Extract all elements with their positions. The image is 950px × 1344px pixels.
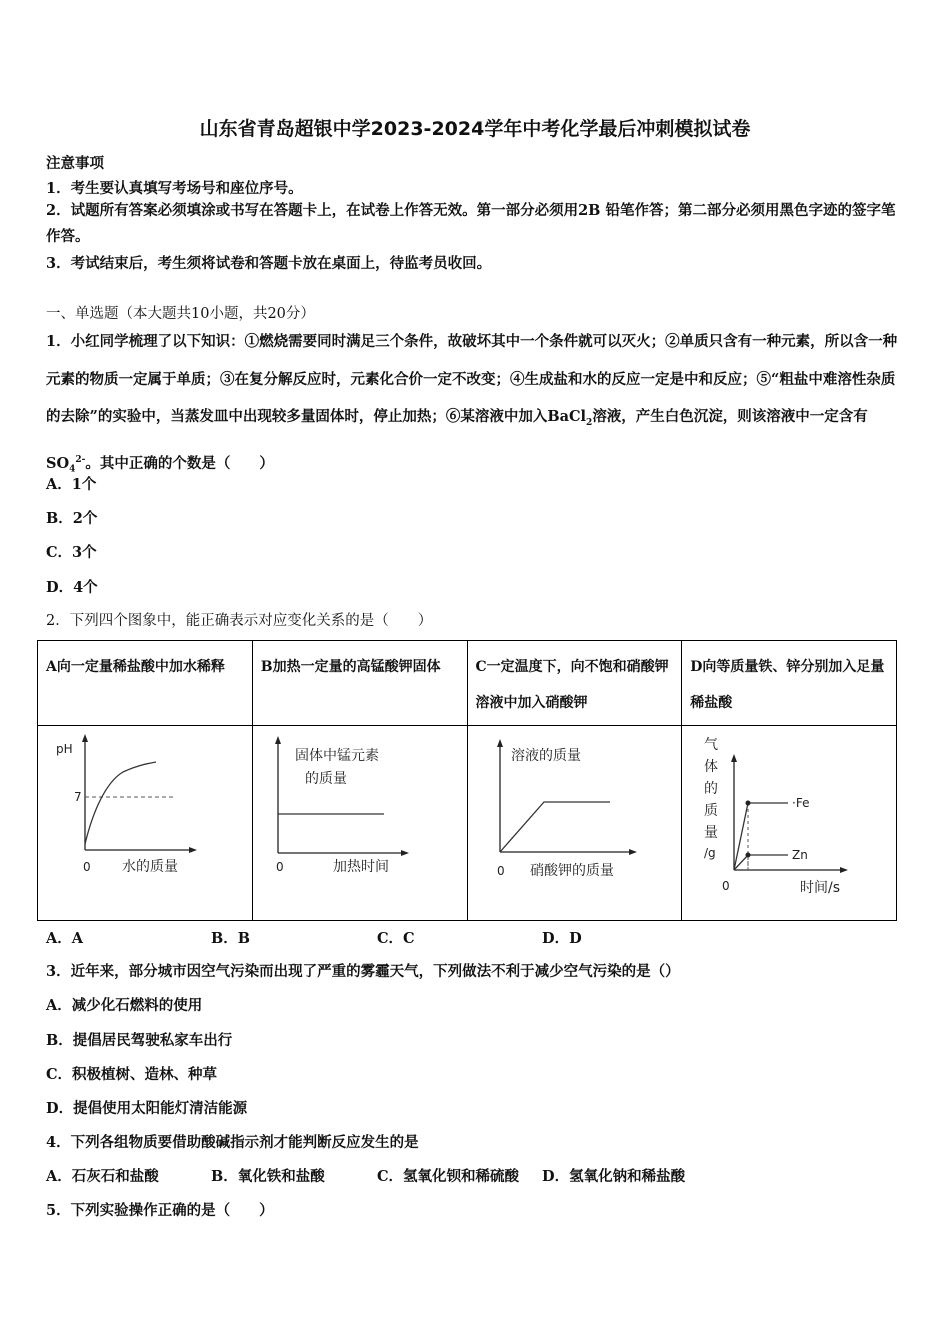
question-3-option-c: C．积极植树、造林、种草 (46, 1066, 218, 1083)
chart-c-cell (467, 726, 682, 921)
chart-b-cell (252, 726, 467, 921)
chart-a-curve (85, 762, 156, 844)
chart-d-fe-line (734, 803, 788, 870)
chart-c-graph (468, 726, 682, 920)
chart-a-y-arrow (82, 734, 88, 742)
chart-b-origin: 0 (275, 860, 284, 874)
chart-d-zn-label: Zn (792, 848, 809, 862)
chart-a-graph (38, 726, 252, 920)
chart-c-origin: 0 (496, 864, 505, 878)
chart-c-series-line (500, 802, 610, 852)
chart-b-x-label: 加热时间 (332, 859, 389, 875)
chart-d-fe-label: ·Fe (792, 796, 810, 810)
chart-a-x-label: 水的质量 (122, 859, 178, 875)
question-1-charge: 2- (75, 455, 86, 466)
question-1-subscript-4: 4 (69, 465, 76, 476)
chart-c-y-arrow (497, 739, 503, 747)
notice-item-1: 1．考生要认真填写考场号和座位序号。 (46, 180, 303, 197)
question-1-option-d: D．4个 (46, 579, 98, 596)
section-heading: 一、单选题（本大题共10小题，共20分） (46, 306, 315, 322)
question-1-part-a: 1．小红同学梳理了以下知识：①燃烧需要同时满足三个条件，故破坏其中一个条件就可以灭火；②单质只含有一种元素，所以含一种元素的物质一定属于单质；③在复分解反应时，元素化合价一定不改变；④生成盐和水的反应一定是中和反应；⑤“粗盐中难溶性杂质的去除”的实验中，当蒸发皿中出现较多量固体时，停止加热；⑥某溶液中加入BaCl (46, 333, 898, 425)
question-3-text: 3．近年来，部分城市因空气污染而出现了严重的雾霾天气，下列做法不利于减少空气污染的是（） (46, 963, 680, 980)
chart-b-y-label-1: 固体中锰元素 (294, 748, 379, 764)
chart-b-graph (253, 726, 467, 920)
chart-d-fe-point (746, 801, 751, 806)
question-3-option-a: A．减少化石燃料的使用 (46, 997, 203, 1014)
chart-d-y-char-6: /g (704, 846, 716, 860)
chart-c-x-label: 硝酸钾的质量 (529, 863, 614, 879)
chart-b-y-label-2: 的质量 (304, 771, 347, 787)
question-1-part-c: 。其中正确的个数是（ ） (85, 455, 274, 473)
chart-d-zn-line (734, 855, 788, 870)
question-2-text: 2．下列四个图象中，能正确表示对应变化关系的是（ ） (46, 613, 433, 629)
chart-b-x-arrow (401, 850, 409, 856)
chart-a-header: A向一定量稀盐酸中加水稀释 (38, 641, 253, 726)
question-2-answer-a: A．A (46, 930, 84, 947)
chart-a-y-label: pH (56, 742, 73, 756)
chart-d-y-char-5: 量 (704, 825, 719, 841)
question-5-text: 5．下列实验操作正确的是（ ） (46, 1202, 274, 1219)
chart-a-x-arrow (189, 847, 197, 853)
chart-d-x-label: 时间/s (800, 880, 841, 896)
question-4-option-c: C．氢氧化钡和稀硫酸 (377, 1168, 520, 1185)
page-title: 山东省青岛超银中学2023-2024学年中考化学最后冲刺模拟试卷 (199, 118, 751, 140)
question-1-subscript-2: 2 (586, 417, 593, 428)
chart-d-y-char-1: 气 (704, 737, 719, 753)
question-1-option-b: B．2个 (46, 510, 98, 527)
chart-a-tick-7: 7 (74, 790, 82, 804)
chart-d-y-char-2: 体 (704, 759, 719, 775)
chart-c-y-label: 溶液的质量 (510, 748, 581, 764)
chart-c-x-arrow (629, 849, 637, 855)
question-2-answer-c: C．C (377, 930, 415, 947)
question-1-part-b: 溶液，产生白色沉淀，则该溶液中一定含有SO (46, 408, 868, 473)
chart-b-y-arrow (275, 736, 281, 744)
chart-d-origin: 0 (722, 879, 730, 893)
notice-item-2: 2．试题所有答案必须填涂或书写在答题卡上，在试卷上作答无效。第一部分必须用2B 铅笔作答；第二部分必须用黑色字迹的签字笔作答。 (46, 202, 896, 245)
question-2-chart-table (37, 640, 897, 921)
notice-item-3: 3．考试结束后，考生须将试卷和答题卡放在桌面上，待监考员收回。 (46, 255, 492, 272)
chart-d-x-arrow (840, 867, 848, 873)
chart-d-graph (682, 726, 896, 920)
question-4-option-d: D．氢氧化钠和稀盐酸 (542, 1168, 686, 1185)
question-3-option-d: D．提倡使用太阳能灯清洁能源 (46, 1100, 248, 1117)
question-4-text: 4．下列各组物质要借助酸碱指示剂才能判断反应发生的是 (46, 1134, 419, 1151)
chart-d-y-arrow (731, 754, 737, 762)
chart-b-header: B加热一定量的高锰酸钾固体 (252, 641, 467, 726)
chart-a-cell (38, 726, 253, 921)
chart-d-zn-point (746, 853, 751, 858)
question-4-option-b: B．氧化铁和盐酸 (211, 1168, 325, 1185)
chart-d-y-char-4: 质 (704, 803, 719, 819)
question-2-answer-d: D．D (542, 930, 582, 947)
question-1-option-c: C．3个 (46, 544, 97, 561)
chart-d-y-char-3: 的 (704, 781, 719, 797)
chart-d-header: D向等质量铁、锌分别加入足量稀盐酸 (682, 641, 897, 726)
question-1-option-a: A．1个 (46, 476, 97, 493)
question-4-option-a: A．石灰石和盐酸 (46, 1168, 159, 1185)
question-1-text (46, 323, 906, 490)
chart-a-origin: 0 (83, 860, 91, 874)
chart-c-header: C一定温度下，向不饱和硝酸钾溶液中加入硝酸钾 (467, 641, 682, 726)
notice-heading: 注意事项 (46, 155, 104, 172)
chart-d-cell (682, 726, 897, 921)
question-3-option-b: B．提倡居民驾驶私家车出行 (46, 1032, 233, 1049)
question-2-answer-b: B．B (211, 930, 251, 947)
